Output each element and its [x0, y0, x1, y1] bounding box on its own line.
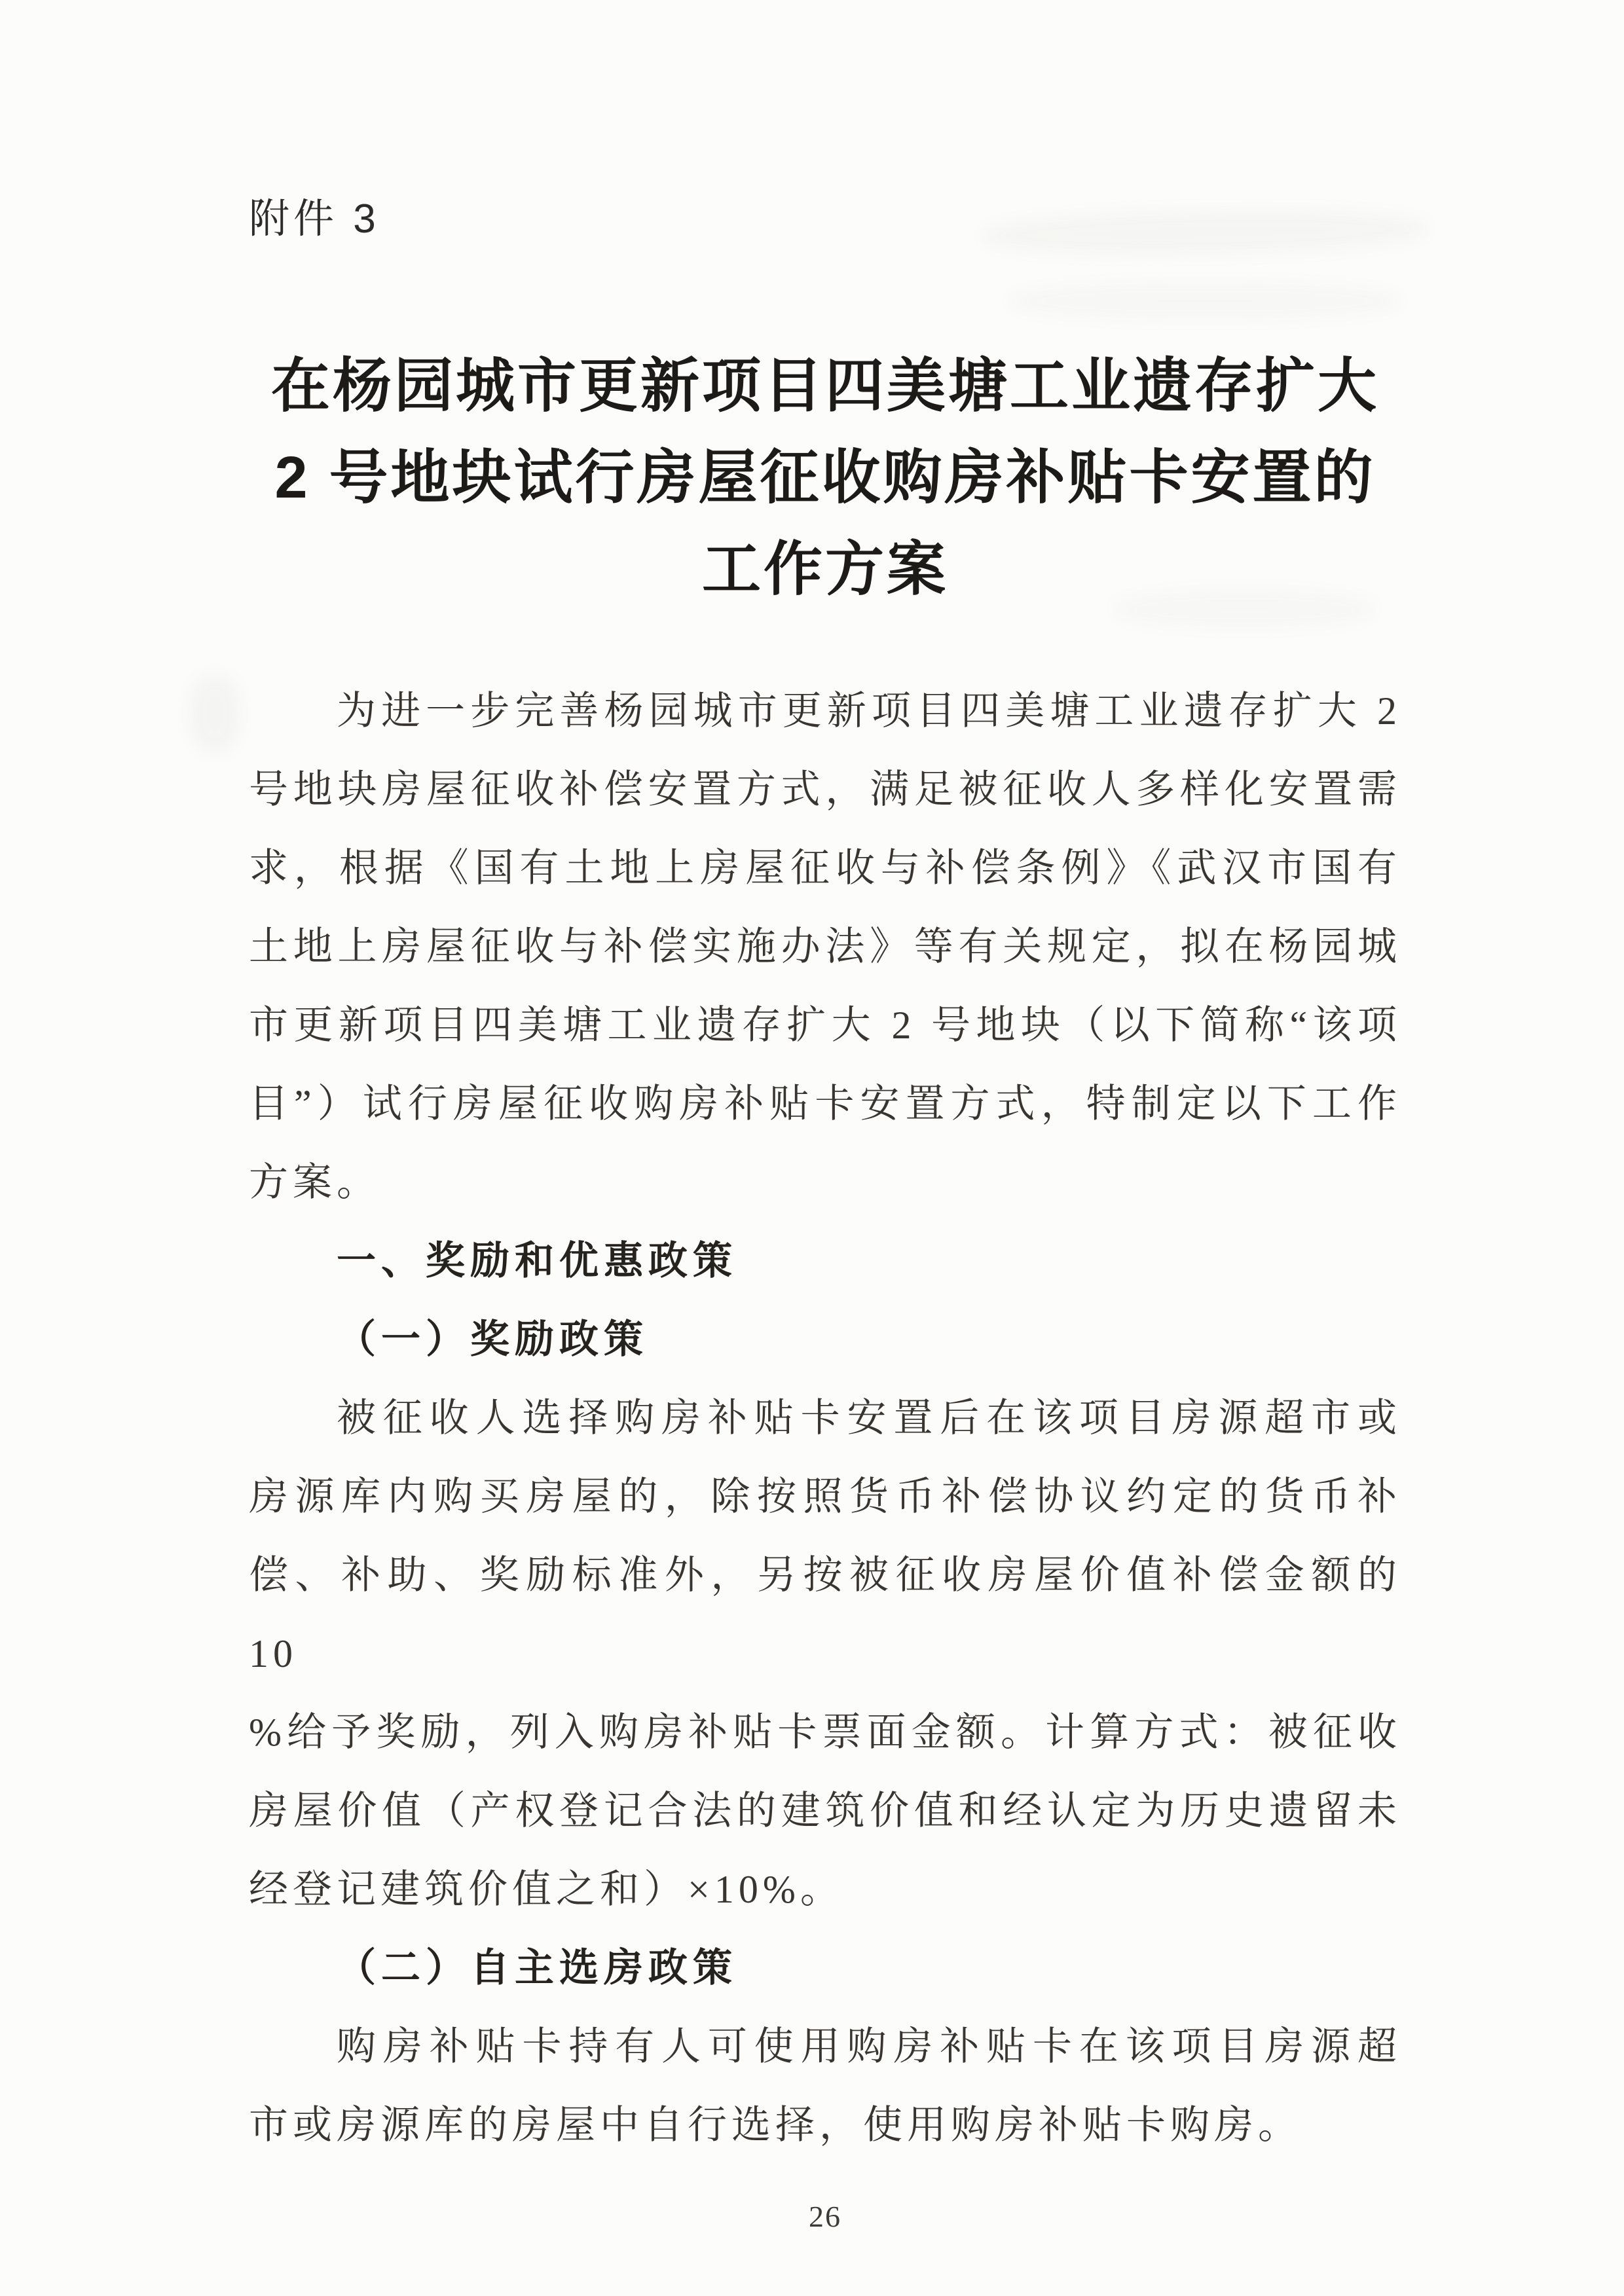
text-line: 购房补贴卡持有人可使用购房补贴卡在该项目房源超 [337, 2025, 1401, 2068]
attachment-label: 附件 3 [249, 196, 380, 242]
text-line: 经登记建筑价值之和）×10%。 [249, 1868, 844, 1911]
section-heading-rewards: 一、奖励和优惠政策 [337, 1239, 737, 1283]
text-line: 房源库内购买房屋的，除按照货币补偿协议约定的货币补 [249, 1475, 1401, 1518]
text-line: 工作方案 [702, 537, 948, 602]
text-line: 房屋价值（产权登记合法的建筑价值和经认定为历史遗留未 [249, 1789, 1401, 1832]
subsection-heading-reward-policy: （一）奖励政策 [337, 1318, 648, 1361]
text-line: 被征收人选择购房补贴卡安置后在该项目房源超市或 [337, 1396, 1401, 1440]
text-line: 2 号地块试行房屋征收购房补贴卡安置的 [274, 445, 1376, 511]
text-line: 为进一步完善杨园城市更新项目四美塘工业遗存扩大 2 [337, 689, 1401, 733]
paragraph-intro [249, 672, 1401, 1222]
text-line: %给予奖励，列入购房补贴卡票面金额。计算方式：被征收 [249, 1711, 1401, 1754]
text-line: 偿、补助、奖励标准外，另按被征收房屋价值补偿金额的 10 [249, 1554, 1401, 1675]
text-line: 方案。 [249, 1161, 380, 1204]
scan-smudge [189, 674, 241, 753]
document-body [249, 672, 1401, 2235]
text-line: 目”）试行房屋征收购房补贴卡安置方式，特制定以下工作 [249, 1082, 1401, 1125]
page-number: 26 [809, 2200, 841, 2233]
text-column [249, 0, 1401, 2235]
text-line: 求，根据《国有土地上房屋征收与补偿条例》《武汉市国有 [249, 847, 1401, 890]
document-title [249, 340, 1401, 615]
text-line: 在杨园城市更新项目四美塘工业遗存扩大 [271, 354, 1379, 419]
text-line: 土地上房屋征收与补偿实施办法》等有关规定，拟在杨园城 [249, 925, 1401, 968]
text-line: 市或房源库的房屋中自行选择，使用购房补贴卡购房。 [249, 2104, 1302, 2147]
paragraph-reward-policy [249, 1379, 1401, 1929]
text-line: 市更新项目四美塘工业遗存扩大 2 号地块（以下简称“该项 [249, 1004, 1401, 1047]
subsection-heading-self-selection: （二）自主选房政策 [337, 1946, 737, 1990]
paragraph-self-selection [249, 2007, 1401, 2164]
text-line: 号地块房屋征收补偿安置方式，满足被征收人多样化安置需 [249, 768, 1401, 811]
